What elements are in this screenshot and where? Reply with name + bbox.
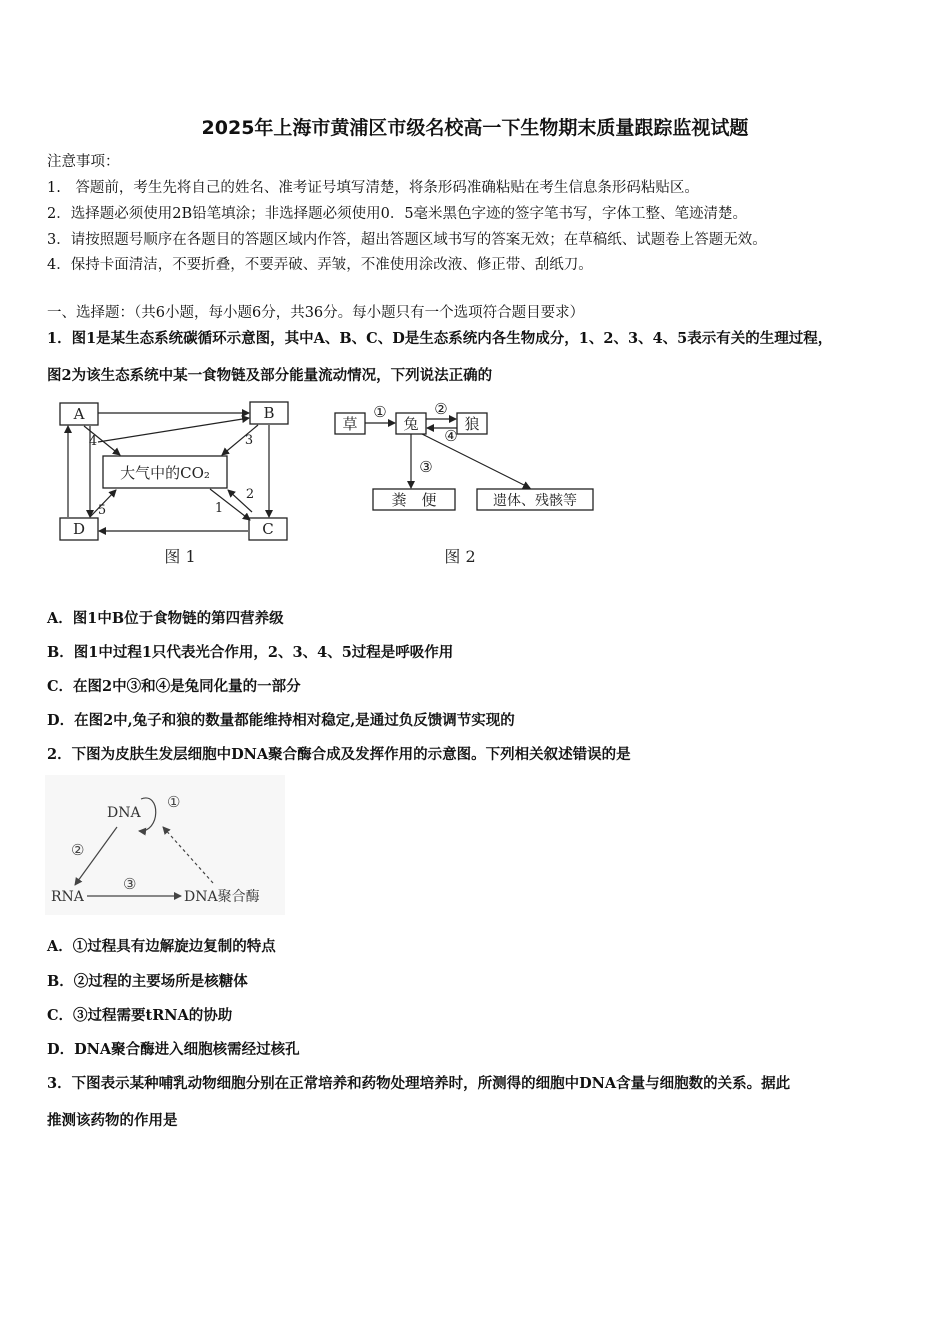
section-heading: 一、选择题：（共6小题，每小题6分，共36分。每小题只有一个选项符合题目要求） [47,305,585,321]
question-1-option-a: A．图1中B位于食物链的第四营养级 [47,610,284,627]
node-d-label: D [72,520,86,538]
edge-1-label: ① [373,403,387,421]
question-2-option-b: B．②过程的主要场所是核糖体 [47,973,248,990]
question-1-option-c: C．在图2中③和④是兔同化量的一部分 [47,678,301,695]
node-co2-label: 大气中的CO₂ [120,464,210,482]
process-2-label: 2 [245,487,255,502]
figure-2-energy-flow [330,398,600,573]
node-a-label: A [73,405,85,423]
edge-4-label: ④ [444,427,458,445]
edge-3-label: ③ [123,875,137,893]
question-3-stem: 3．下图表示某种哺乳动物细胞分别在正常培养和药物处理培养时，所测得的细胞中DNA含量与细胞数的关系。据此 [47,1075,791,1092]
question-1-stem: 1．图1是某生态系统碳循环示意图，其中A、B、C、D是生态系统内各生物成分，1、2、3、4、5表示有关的生理过程， [47,330,833,347]
question-2-option-c: C．③过程需要tRNA的协助 [47,1007,233,1024]
arrow-d-to-b [98,418,249,442]
node-feces-label: 粪 便 [391,491,437,509]
figure-1-carbon-cycle [50,398,300,573]
page-title: 2025年上海市黄浦区市级名校高一下生物期末质量跟踪监视试题 [201,117,749,139]
question-2-stem: 2．下图为皮肤生发层细胞中DNA聚合酶合成及发挥作用的示意图。下列相关叙述错误的是 [47,746,631,763]
process-4-label: 4 [88,434,98,449]
node-enzyme-label: DNA聚合酶 [184,889,260,905]
figure-2-caption: 图 2 [444,547,476,566]
node-dna-label: DNA [107,805,141,821]
notice-heading: 注意事项： [47,154,120,170]
figure-3-dna-polymerase [45,775,285,915]
node-remains-label: 遗体、残骸等 [493,493,577,509]
arrow-rabbit-to-remains [422,434,530,488]
node-rabbit-label: 兔 [403,415,419,433]
node-grass-label: 草 [342,415,358,433]
node-rna-label: RNA [51,889,84,905]
notice-item: 3．请按照题号顺序在各题目的答题区域内作答，超出答题区域书写的答案无效；在草稿纸、试题卷上答题无效。 [47,232,767,248]
edge-3-label: ③ [419,458,433,476]
process-1-label: 1 [214,501,224,516]
node-c-label: C [262,520,274,538]
question-2-option-d: D．DNA聚合酶进入细胞核需经过核孔 [47,1041,300,1058]
figure-1-caption: 图 1 [164,547,196,566]
question-3-stem: 推测该药物的作用是 [47,1112,178,1129]
node-b-label: B [263,404,275,422]
question-1-option-b: B．图1中过程1只代表光合作用，2、3、4、5过程是呼吸作用 [47,644,454,661]
notice-item: 2．选择题必须使用2B铅笔填涂；非选择题必须使用0．5毫米黑色字迹的签字笔书写，字体工整、笔迹清楚。 [47,206,748,222]
node-wolf-label: 狼 [464,415,480,433]
question-1-stem: 图2为该生态系统中某一食物链及部分能量流动情况，下列说法正确的 [47,367,493,384]
notice-item: 1. 答题前，考生先将自己的姓名、准考证号填写清楚，将条形码准确粘贴在考生信息条形码粘贴区。 [47,180,699,196]
edge-2-label: ② [434,400,448,418]
process-5-label: 5 [97,503,107,518]
edge-1-label: ① [167,793,181,811]
question-1-option-d: D．在图2中,兔子和狼的数量都能维持相对稳定,是通过负反馈调节实现的 [47,712,515,729]
notice-item: 4．保持卡面清洁，不要折叠，不要弄破、弄皱，不准使用涂改液、修正带、刮纸刀。 [47,257,593,273]
question-2-option-a: A．①过程具有边解旋边复制的特点 [47,938,276,955]
edge-2-label: ② [71,841,85,859]
process-3-label: 3 [244,433,254,448]
